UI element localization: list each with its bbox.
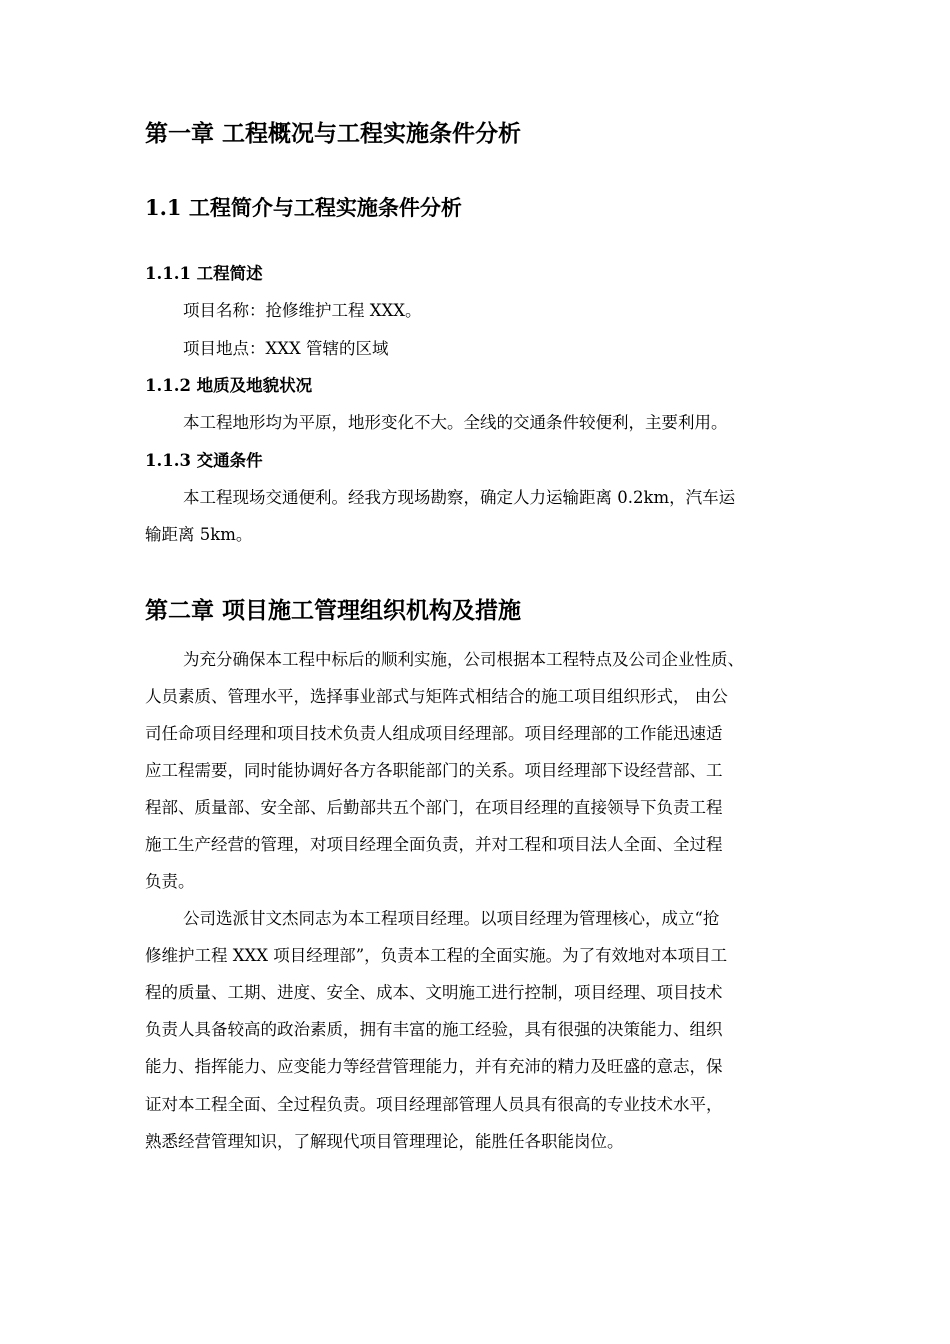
section-1-1-heading: 1.1 工程简介与工程实施条件分析 [145, 195, 462, 220]
paragraph-1-line: 施工生产经营的管理，对项目经理全面负责，并对工程和项目法人全面、全过程 [145, 835, 723, 854]
paragraph-1-line: 负责。 [145, 872, 195, 891]
subsection-1-1-1-heading: 1.1.1 工程简述 [145, 264, 263, 283]
paragraph-2-line: 证对本工程全面、全过程负责。项目经理部管理人员具有很高的专业技术水平， [145, 1095, 723, 1114]
project-location-line: 项目地点：XXX 管辖的区域 [183, 339, 389, 358]
paragraph-2-line: 公司选派甘文杰同志为本工程项目经理。以项目经理为管理核心，成立“抢 [183, 909, 720, 928]
paragraph-2-line: 能力、指挥能力、应变能力等经营管理能力，并有充沛的精力及旺盛的意志，保 [145, 1057, 723, 1076]
paragraph-1-line: 人员素质、管理水平，选择事业部式与矩阵式相结合的施工项目组织形式， 由公 [145, 687, 728, 706]
paragraph-1-line: 应工程需要，同时能协调好各方各职能部门的关系。项目经理部下设经营部、工 [145, 761, 723, 780]
paragraph-1-line: 司任命项目经理和项目技术负责人组成项目经理部。项目经理部的工作能迅速适 [145, 724, 723, 743]
chapter-1-title: 第一章 工程概况与工程实施条件分析 [145, 121, 522, 147]
paragraph-2-line: 程的质量、工期、进度、安全、成本、文明施工进行控制，项目经理、项目技术 [145, 983, 723, 1002]
chapter-2-title: 第二章 项目施工管理组织机构及措施 [145, 598, 522, 624]
geology-text: 本工程地形均为平原，地形变化不大。全线的交通条件较便利，主要利用。 [183, 413, 728, 432]
subsection-1-1-2-heading: 1.1.2 地质及地貌状况 [145, 376, 313, 395]
paragraph-2-line: 修维护工程 XXX 项目经理部”，负责本工程的全面实施。为了有效地对本项目工 [145, 946, 728, 965]
paragraph-1-line: 为充分确保本工程中标后的顺利实施，公司根据本工程特点及公司企业性质、 [183, 650, 744, 669]
traffic-text-line: 输距离 5km。 [145, 525, 253, 544]
paragraph-2-line: 负责人具备较高的政治素质，拥有丰富的施工经验，具有很强的决策能力、组织 [145, 1020, 723, 1039]
project-name-line: 项目名称：抢修维护工程 XXX。 [183, 301, 422, 320]
paragraph-1-line: 程部、质量部、安全部、后勤部共五个部门，在项目经理的直接领导下负责工程 [145, 798, 723, 817]
traffic-text-line: 本工程现场交通便利。经我方现场勘察，确定人力运输距离 0.2km，汽车运 [183, 488, 736, 507]
subsection-1-1-3-heading: 1.1.3 交通条件 [145, 451, 263, 470]
paragraph-2-line: 熟悉经营管理知识，了解现代项目管理理论，能胜任各职能岗位。 [145, 1132, 624, 1151]
